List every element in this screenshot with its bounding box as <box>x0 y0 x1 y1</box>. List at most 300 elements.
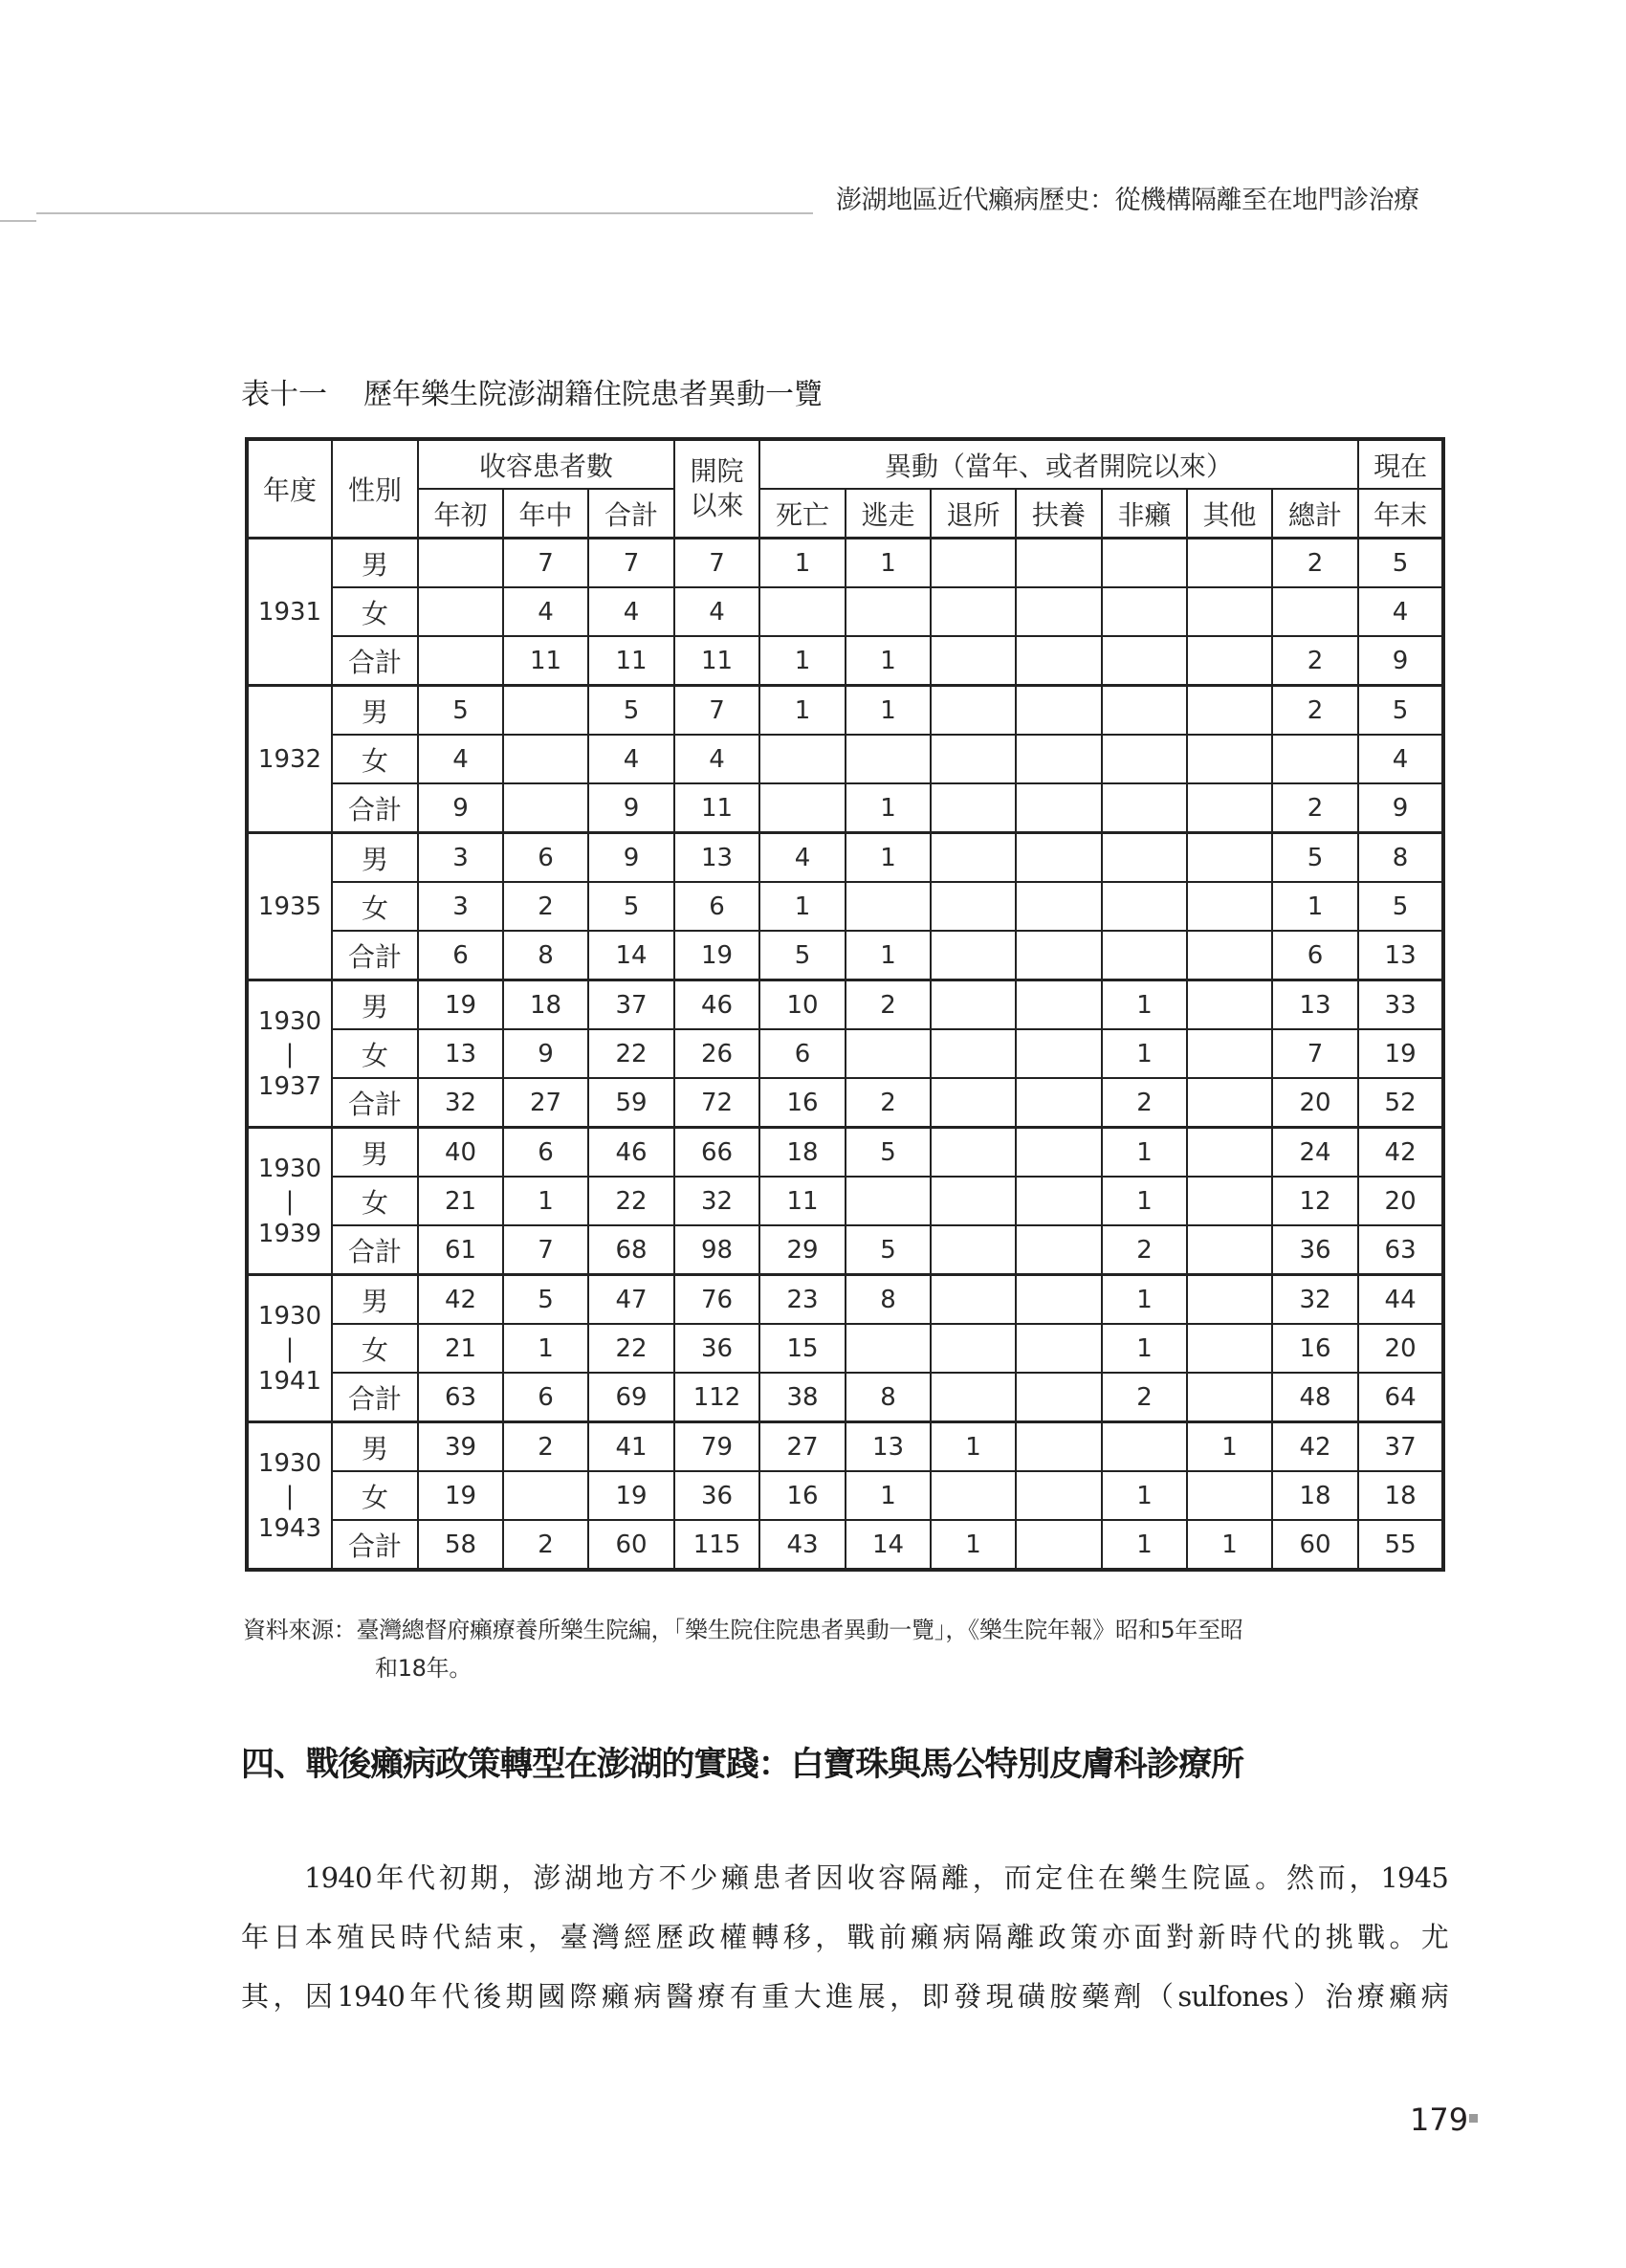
value-cell: 1 <box>759 882 846 931</box>
value-cell: 21 <box>418 1177 503 1225</box>
value-cell <box>1016 931 1102 980</box>
value-cell <box>931 1177 1016 1225</box>
value-cell: 5 <box>418 686 503 736</box>
value-cell: 8 <box>846 1275 931 1325</box>
value-cell: 1 <box>1102 1128 1187 1178</box>
value-cell <box>759 735 846 783</box>
value-cell: 38 <box>759 1373 846 1422</box>
value-cell: 1 <box>503 1177 588 1225</box>
sex-cell: 女 <box>332 1029 418 1078</box>
year-bottom: 1943 <box>257 1513 322 1543</box>
header-rule-short <box>0 220 36 222</box>
header-support: 扶養 <box>1016 489 1102 539</box>
value-cell: 3 <box>418 882 503 931</box>
value-cell <box>418 636 503 686</box>
value-cell <box>1102 636 1187 686</box>
sex-cell: 男 <box>332 1128 418 1178</box>
sex-cell: 男 <box>332 686 418 736</box>
value-cell <box>931 1078 1016 1128</box>
value-cell <box>1016 882 1102 931</box>
year-top: 1930 <box>257 1301 322 1331</box>
value-cell <box>846 882 931 931</box>
value-cell: 5 <box>759 931 846 980</box>
value-cell: 13 <box>1272 980 1358 1030</box>
value-cell: 14 <box>846 1520 931 1570</box>
value-cell: 1 <box>503 1324 588 1373</box>
value-cell: 4 <box>1358 587 1443 636</box>
value-cell: 1 <box>846 636 931 686</box>
value-cell <box>1187 539 1272 588</box>
value-cell: 7 <box>503 1225 588 1275</box>
value-cell: 9 <box>1358 636 1443 686</box>
header-since-opening-l1: 開院 <box>690 455 744 487</box>
year-bottom: 1941 <box>257 1366 322 1396</box>
sex-cell: 女 <box>332 587 418 636</box>
sex-cell: 男 <box>332 1422 418 1472</box>
value-cell: 2 <box>1272 539 1358 588</box>
value-cell: 1 <box>931 1422 1016 1472</box>
value-cell: 1 <box>1102 1275 1187 1325</box>
value-cell <box>1016 686 1102 736</box>
header-other: 其他 <box>1187 489 1272 539</box>
sex-cell: 合計 <box>332 783 418 833</box>
value-cell: 60 <box>588 1520 674 1570</box>
year-cell <box>247 1422 332 1571</box>
value-cell: 1 <box>1187 1520 1272 1570</box>
value-cell: 52 <box>1358 1078 1443 1128</box>
page-marker-square <box>1469 2114 1478 2123</box>
value-cell: 19 <box>674 931 759 980</box>
year-sep: | <box>285 1039 295 1068</box>
table-row <box>247 882 1443 931</box>
value-cell: 27 <box>759 1422 846 1472</box>
header-changes-total: 總計 <box>1272 489 1358 539</box>
table-row <box>247 587 1443 636</box>
value-cell: 1 <box>1102 980 1187 1030</box>
value-cell: 6 <box>674 882 759 931</box>
value-cell: 37 <box>1358 1422 1443 1472</box>
value-cell <box>1016 1324 1102 1373</box>
value-cell: 1 <box>1102 1177 1187 1225</box>
value-cell <box>846 587 931 636</box>
table-number: 表十一 <box>241 378 327 411</box>
value-cell: 1 <box>1102 1520 1187 1570</box>
value-cell <box>1272 735 1358 783</box>
value-cell <box>1016 1275 1102 1325</box>
value-cell: 63 <box>418 1373 503 1422</box>
table-row <box>247 1471 1443 1520</box>
value-cell: 47 <box>588 1275 674 1325</box>
year-cell <box>247 980 332 1128</box>
value-cell <box>1102 931 1187 980</box>
value-cell <box>1016 1177 1102 1225</box>
table-row <box>247 1275 1443 1325</box>
value-cell: 18 <box>503 980 588 1030</box>
value-cell <box>846 1324 931 1373</box>
header-non-leprosy: 非癩 <box>1102 489 1187 539</box>
value-cell <box>931 539 1016 588</box>
value-cell: 39 <box>418 1422 503 1472</box>
header-discharge: 退所 <box>931 489 1016 539</box>
value-cell <box>1187 1275 1272 1325</box>
value-cell: 6 <box>503 833 588 883</box>
value-cell: 13 <box>846 1422 931 1472</box>
value-cell <box>1187 1078 1272 1128</box>
value-cell: 9 <box>503 1029 588 1078</box>
value-cell: 24 <box>1272 1128 1358 1178</box>
year-top: 1931 <box>257 597 322 627</box>
value-cell: 1 <box>1102 1471 1187 1520</box>
value-cell <box>503 735 588 783</box>
value-cell: 13 <box>674 833 759 883</box>
value-cell <box>1187 1373 1272 1422</box>
header-admitted-start: 年初 <box>418 489 503 539</box>
value-cell: 2 <box>1102 1078 1187 1128</box>
year-cell <box>247 539 332 686</box>
year-cell <box>247 1275 332 1422</box>
header-row-1 <box>247 439 1443 489</box>
value-cell: 12 <box>1272 1177 1358 1225</box>
value-cell: 76 <box>674 1275 759 1325</box>
value-cell: 79 <box>674 1422 759 1472</box>
value-cell: 6 <box>418 931 503 980</box>
value-cell: 1 <box>1272 882 1358 931</box>
table-title <box>241 376 823 414</box>
value-cell <box>931 783 1016 833</box>
year-top: 1932 <box>257 744 322 774</box>
value-cell: 61 <box>418 1225 503 1275</box>
value-cell: 4 <box>418 735 503 783</box>
value-cell <box>1016 833 1102 883</box>
sex-cell: 女 <box>332 882 418 931</box>
value-cell <box>1187 1128 1272 1178</box>
value-cell: 11 <box>759 1177 846 1225</box>
value-cell: 5 <box>846 1225 931 1275</box>
value-cell: 1 <box>846 931 931 980</box>
value-cell: 2 <box>846 980 931 1030</box>
value-cell: 68 <box>588 1225 674 1275</box>
sex-cell: 男 <box>332 833 418 883</box>
value-cell: 115 <box>674 1520 759 1570</box>
header-since-opening-l2: 以來 <box>690 490 744 521</box>
value-cell: 43 <box>759 1520 846 1570</box>
value-cell <box>1016 636 1102 686</box>
value-cell: 20 <box>1272 1078 1358 1128</box>
value-cell: 1 <box>1102 1029 1187 1078</box>
value-cell: 42 <box>1272 1422 1358 1472</box>
value-cell <box>1016 1029 1102 1078</box>
value-cell <box>931 1275 1016 1325</box>
value-cell <box>846 1177 931 1225</box>
value-cell <box>1016 1128 1102 1178</box>
value-cell <box>931 1324 1016 1373</box>
value-cell: 60 <box>1272 1520 1358 1570</box>
value-cell: 22 <box>588 1177 674 1225</box>
value-cell: 1 <box>759 686 846 736</box>
value-cell <box>931 1029 1016 1078</box>
value-cell: 15 <box>759 1324 846 1373</box>
value-cell: 36 <box>674 1324 759 1373</box>
table-row <box>247 783 1443 833</box>
source-line-1: 資料來源：臺灣總督府癩療養所樂生院編，「樂生院住院患者異動一覽」，《樂生院年報》昭和5年至昭 <box>243 1617 1243 1643</box>
value-cell <box>1187 1324 1272 1373</box>
value-cell <box>503 686 588 736</box>
table-row <box>247 636 1443 686</box>
header-admitted-group: 收容患者數 <box>418 439 674 489</box>
value-cell: 6 <box>503 1128 588 1178</box>
sex-cell: 合計 <box>332 931 418 980</box>
value-cell <box>1187 833 1272 883</box>
section-heading: 四、戰後癩病政策轉型在澎湖的實踐：白寶珠與馬公特別皮膚科診療所 <box>241 1745 1243 1784</box>
value-cell: 5 <box>1358 686 1443 736</box>
header-year: 年度 <box>247 439 332 539</box>
value-cell: 4 <box>1358 735 1443 783</box>
value-cell <box>931 1373 1016 1422</box>
table-title-text: 歷年樂生院澎湖籍住院患者異動一覽 <box>363 378 823 411</box>
value-cell: 11 <box>674 636 759 686</box>
value-cell: 7 <box>588 539 674 588</box>
value-cell: 19 <box>588 1471 674 1520</box>
value-cell <box>1187 980 1272 1030</box>
year-sep: | <box>285 1333 295 1363</box>
body-line: 年日本殖民時代結束，臺灣經歷政權轉移，戰前癩病隔離政策亦面對新時代的挑戰。尤 <box>241 1921 1448 1953</box>
value-cell <box>1187 1029 1272 1078</box>
year-top: 1935 <box>257 892 322 921</box>
body-line: 其，因1940年代後期國際癩病醫療有重大進展，即發現磺胺藥劑（sulfones）治療癩病 <box>241 1980 1448 2013</box>
sex-cell: 男 <box>332 1275 418 1325</box>
header-changes-group: 異動（當年、或者開院以來） <box>759 439 1358 489</box>
value-cell: 41 <box>588 1422 674 1472</box>
value-cell: 18 <box>1272 1471 1358 1520</box>
value-cell <box>931 587 1016 636</box>
value-cell: 7 <box>1272 1029 1358 1078</box>
sex-cell: 合計 <box>332 1078 418 1128</box>
value-cell: 8 <box>503 931 588 980</box>
value-cell: 16 <box>1272 1324 1358 1373</box>
value-cell: 69 <box>588 1373 674 1422</box>
value-cell: 9 <box>418 783 503 833</box>
table-row <box>247 1324 1443 1373</box>
value-cell: 26 <box>674 1029 759 1078</box>
value-cell <box>1187 1471 1272 1520</box>
value-cell: 2 <box>1272 686 1358 736</box>
value-cell: 46 <box>588 1128 674 1178</box>
value-cell: 42 <box>1358 1128 1443 1178</box>
value-cell <box>931 1128 1016 1178</box>
value-cell <box>1016 980 1102 1030</box>
value-cell <box>1187 735 1272 783</box>
value-cell <box>1102 686 1187 736</box>
value-cell <box>1016 735 1102 783</box>
value-cell: 4 <box>674 735 759 783</box>
value-cell: 9 <box>588 783 674 833</box>
value-cell: 59 <box>588 1078 674 1128</box>
value-cell <box>931 833 1016 883</box>
value-cell: 1 <box>1187 1422 1272 1472</box>
table-row <box>247 539 1443 588</box>
value-cell: 1 <box>1102 1324 1187 1373</box>
table-row <box>247 735 1443 783</box>
value-cell: 19 <box>1358 1029 1443 1078</box>
table-row <box>247 1177 1443 1225</box>
value-cell: 1 <box>846 1471 931 1520</box>
value-cell <box>931 686 1016 736</box>
value-cell <box>846 1029 931 1078</box>
value-cell <box>931 1225 1016 1275</box>
value-cell: 98 <box>674 1225 759 1275</box>
source-line-2: 和18年。 <box>375 1655 472 1682</box>
value-cell: 1 <box>759 539 846 588</box>
value-cell <box>846 735 931 783</box>
value-cell: 29 <box>759 1225 846 1275</box>
value-cell <box>931 980 1016 1030</box>
table-source-note <box>243 1611 1448 1687</box>
value-cell: 32 <box>674 1177 759 1225</box>
value-cell <box>1102 833 1187 883</box>
value-cell: 6 <box>1272 931 1358 980</box>
value-cell: 21 <box>418 1324 503 1373</box>
value-cell: 1 <box>846 783 931 833</box>
value-cell <box>1187 931 1272 980</box>
value-cell: 13 <box>418 1029 503 1078</box>
value-cell: 36 <box>1272 1225 1358 1275</box>
header-since-opening <box>674 439 759 539</box>
sex-cell: 合計 <box>332 1373 418 1422</box>
value-cell: 46 <box>674 980 759 1030</box>
value-cell <box>418 587 503 636</box>
patient-changes-table <box>245 437 1445 1572</box>
table-row <box>247 686 1443 736</box>
value-cell: 1 <box>759 636 846 686</box>
value-cell: 2 <box>846 1078 931 1128</box>
table-row <box>247 1078 1443 1128</box>
value-cell: 32 <box>1272 1275 1358 1325</box>
value-cell: 18 <box>759 1128 846 1178</box>
value-cell: 19 <box>418 980 503 1030</box>
year-cell <box>247 1128 332 1275</box>
value-cell <box>1187 686 1272 736</box>
sex-cell: 合計 <box>332 1520 418 1570</box>
value-cell: 40 <box>418 1128 503 1178</box>
value-cell <box>1016 783 1102 833</box>
running-head: 澎湖地區近代癩病歷史：從機構隔離至在地門診治療 <box>836 186 1419 215</box>
value-cell: 22 <box>588 1029 674 1078</box>
value-cell: 14 <box>588 931 674 980</box>
value-cell: 5 <box>588 686 674 736</box>
header-death: 死亡 <box>759 489 846 539</box>
value-cell <box>759 783 846 833</box>
sex-cell: 男 <box>332 539 418 588</box>
header-sex: 性別 <box>332 439 418 539</box>
value-cell <box>1102 1422 1187 1472</box>
sex-cell: 男 <box>332 980 418 1030</box>
year-top: 1930 <box>257 1006 322 1036</box>
value-cell: 64 <box>1358 1373 1443 1422</box>
value-cell <box>1187 1225 1272 1275</box>
value-cell: 13 <box>1358 931 1443 980</box>
value-cell: 63 <box>1358 1225 1443 1275</box>
value-cell: 4 <box>759 833 846 883</box>
value-cell <box>418 539 503 588</box>
header-admitted-total: 合計 <box>588 489 674 539</box>
header-admitted-mid: 年中 <box>503 489 588 539</box>
value-cell: 5 <box>1358 539 1443 588</box>
table-row <box>247 1128 1443 1178</box>
value-cell: 2 <box>1102 1225 1187 1275</box>
value-cell <box>1016 1471 1102 1520</box>
value-cell: 11 <box>588 636 674 686</box>
table-row <box>247 1520 1443 1570</box>
value-cell: 66 <box>674 1128 759 1178</box>
value-cell <box>1187 783 1272 833</box>
value-cell: 2 <box>503 1422 588 1472</box>
body-line: 1940年代初期，澎湖地方不少癩患者因收容隔離，而定住在樂生院區。然而，1945 <box>304 1861 1448 1894</box>
value-cell <box>1187 1177 1272 1225</box>
value-cell: 10 <box>759 980 846 1030</box>
year-cell <box>247 833 332 980</box>
sex-cell: 女 <box>332 1177 418 1225</box>
value-cell: 16 <box>759 1471 846 1520</box>
value-cell: 1 <box>846 833 931 883</box>
header-current-l1: 現在 <box>1358 439 1443 489</box>
value-cell <box>1102 587 1187 636</box>
table-row <box>247 980 1443 1030</box>
value-cell: 58 <box>418 1520 503 1570</box>
value-cell <box>1016 1078 1102 1128</box>
value-cell: 1 <box>846 539 931 588</box>
value-cell: 36 <box>674 1471 759 1520</box>
value-cell <box>1016 1422 1102 1472</box>
header-current-l2: 年末 <box>1358 489 1443 539</box>
value-cell: 5 <box>1272 833 1358 883</box>
year-sep: | <box>285 1186 295 1216</box>
value-cell: 8 <box>846 1373 931 1422</box>
sex-cell: 女 <box>332 1324 418 1373</box>
value-cell: 9 <box>1358 783 1443 833</box>
value-cell: 20 <box>1358 1177 1443 1225</box>
value-cell <box>1016 1373 1102 1422</box>
value-cell: 4 <box>588 587 674 636</box>
value-cell: 112 <box>674 1373 759 1422</box>
value-cell: 8 <box>1358 833 1443 883</box>
value-cell: 5 <box>588 882 674 931</box>
value-cell: 18 <box>1358 1471 1443 1520</box>
value-cell: 1 <box>846 686 931 736</box>
value-cell <box>503 783 588 833</box>
sex-cell: 女 <box>332 735 418 783</box>
page-number: 179 <box>1410 2102 1469 2138</box>
value-cell <box>1102 783 1187 833</box>
value-cell: 4 <box>588 735 674 783</box>
value-cell <box>503 1471 588 1520</box>
value-cell: 19 <box>418 1471 503 1520</box>
value-cell: 7 <box>674 539 759 588</box>
year-sep: | <box>285 1481 295 1510</box>
value-cell <box>1187 882 1272 931</box>
value-cell: 48 <box>1272 1373 1358 1422</box>
body-paragraph <box>241 1848 1448 2026</box>
value-cell: 5 <box>503 1275 588 1325</box>
value-cell: 5 <box>1358 882 1443 931</box>
value-cell: 16 <box>759 1078 846 1128</box>
value-cell: 44 <box>1358 1275 1443 1325</box>
value-cell: 4 <box>503 587 588 636</box>
value-cell: 55 <box>1358 1520 1443 1570</box>
value-cell: 42 <box>418 1275 503 1325</box>
value-cell <box>1187 636 1272 686</box>
sex-cell: 女 <box>332 1471 418 1520</box>
table-row <box>247 1225 1443 1275</box>
